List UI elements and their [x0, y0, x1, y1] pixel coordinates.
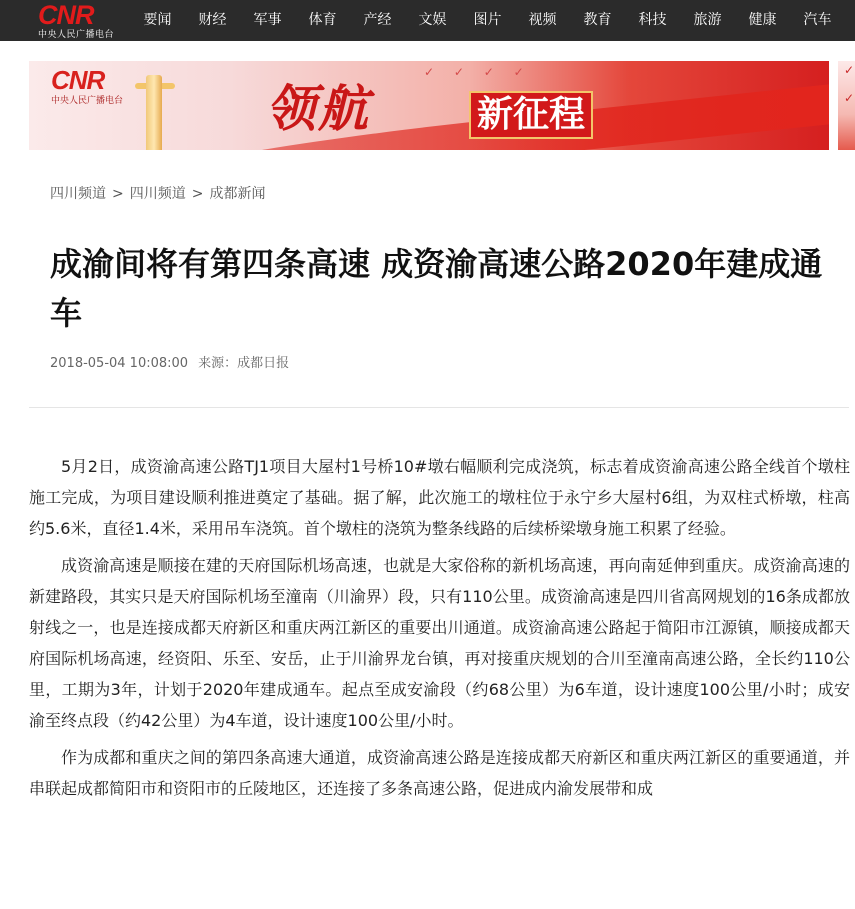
logo-subtitle: 中央人民广播电台	[38, 30, 115, 40]
logo-text: CNR	[38, 0, 94, 30]
article-paragraph: 成资渝高速是顺接在建的天府国际机场高速，也就是大家俗称的新机场高速，再向南延伸到重庆。成资渝高速的新建路段，其实只是天府国际机场至潼南（川渝界）段，只有110公里。成资渝高速是四川省高网规划的16条成都放射线之一，也是连接成都天府新区和重庆两江新区的重要出川通道。成资渝高速公路起于简阳市江源镇，顺接成都天府国际机场高速，经资阳、乐至、安岳，止于川渝界龙台镇，再对接重庆规划的合川至潼南高速公路，全长约110公里，工期为3年，计划于2020年建成通车。起点至成安渝段（约68公里）为6车道，设计速度100公里/小时；成安渝至终点段（约42公里）为4车道，设计速度100公里/小时。	[29, 556, 850, 730]
nav-item-video[interactable]: 视频	[528, 12, 557, 28]
breadcrumb-separator: >	[112, 186, 124, 202]
article-body	[29, 451, 850, 810]
article-paragraph: 5月2日，成资渝高速公路TJ1项目大屋村1号桥10#墩右幅顺利完成浇筑，标志着成资渝高速公路全线首个墩柱施工完成，为项目建设顺利推进奠定了基础。据了解，此次施工的墩柱位于永宁乡大屋村6组，为双柱式桥墩，柱高约5.6米，直径1.4米，采用吊车浇筑。首个墩柱的浇筑为整条线路的后续桥梁墩身施工积累了经验。	[29, 457, 850, 538]
side-ad-decoration: ✓	[844, 91, 855, 105]
nav-item-travel[interactable]: 旅游	[693, 12, 722, 28]
cnr-logo[interactable]	[34, 2, 116, 39]
breadcrumb-separator: >	[191, 186, 204, 202]
nav-item-sports[interactable]: 体育	[308, 12, 337, 28]
banner-logo-text: CNR	[51, 65, 105, 95]
nav-item-entertainment[interactable]: 文娱	[418, 12, 447, 28]
nav-item-industry[interactable]: 产经	[363, 12, 392, 28]
banner-slogan-sub: 新征程	[469, 91, 593, 139]
breadcrumb	[50, 183, 265, 203]
nav-item-news[interactable]: 要闻	[143, 12, 172, 28]
nav-item-health[interactable]: 健康	[748, 12, 777, 28]
banner-logo	[51, 65, 123, 106]
nav-item-photos[interactable]: 图片	[473, 12, 502, 28]
article-paragraph: 作为成都和重庆之间的第四条高速大通道，成资渝高速公路是连接成都天府新区和重庆两江新区的重要通道，并串联起成都简阳市和资阳市的丘陵地区，还连接了多条高速公路，促进成内渝发展带和成	[29, 748, 850, 798]
article-title: 成渝间将有第四条高速 成资渝高速公路2020年建成通车	[50, 245, 823, 332]
doves-icon: ✓ ✓ ✓ ✓	[424, 65, 532, 79]
banner-logo-subtitle: 中央人民广播电台	[51, 96, 124, 106]
nav-menu	[130, 0, 845, 41]
promo-banner[interactable]	[29, 61, 829, 150]
banner-slogan-main: 领航	[266, 79, 370, 138]
nav-item-military[interactable]: 军事	[253, 12, 282, 28]
nav-item-education[interactable]: 教育	[583, 12, 612, 28]
side-ad-sliver[interactable]	[838, 61, 855, 150]
article-meta	[50, 352, 289, 371]
huabiao-pillar-icon	[146, 75, 162, 150]
nav-item-technology[interactable]: 科技	[638, 12, 667, 28]
article-source: 来源：成都日报	[198, 356, 290, 371]
divider	[29, 407, 849, 408]
breadcrumb-item-chengdu-news[interactable]: 成都新闻	[209, 186, 266, 202]
breadcrumb-item-sichuan[interactable]: 四川频道	[50, 186, 106, 202]
nav-item-auto[interactable]: 汽车	[803, 12, 832, 28]
breadcrumb-item-sichuan-2[interactable]: 四川频道	[129, 186, 186, 202]
side-ad-decoration: ✓	[844, 63, 855, 77]
top-nav-bar	[0, 0, 855, 41]
article-datetime: 2018-05-04 10:08:00	[50, 356, 189, 371]
nav-item-finance[interactable]: 财经	[198, 12, 227, 28]
